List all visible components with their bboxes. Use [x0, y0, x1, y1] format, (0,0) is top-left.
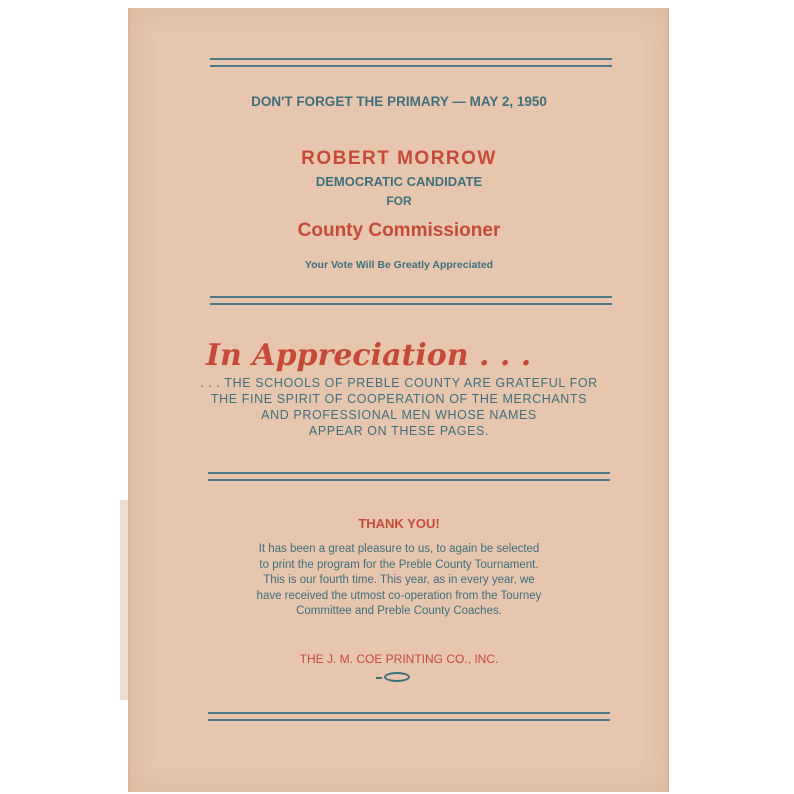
printer-logo-icon [384, 672, 410, 682]
thank-you-line: Committee and Preble County Coaches. [296, 605, 502, 617]
thank-you-heading: THANK YOU! [358, 516, 440, 531]
thank-you-line: This is our fourth time. This year, as in every year, we [263, 574, 535, 586]
candidate-for: FOR [386, 194, 412, 208]
bottom-double-rule [208, 712, 610, 721]
candidate-name: ROBERT MORROW [301, 148, 497, 169]
candidate-office: County Commissioner [297, 220, 501, 241]
lower-double-rule [208, 472, 610, 481]
appreciation-heading: In Appreciation . . . [206, 338, 532, 373]
thank-you-text [130, 542, 668, 620]
middle-double-rule [210, 296, 612, 305]
appreciation-line: . . . THE SCHOOLS OF PREBLE COUNTY ARE GRATEFUL FOR [200, 376, 598, 390]
thank-you-line: have received the utmost co-operation from the Tourney [256, 589, 542, 602]
booklet-page [128, 8, 669, 792]
printer-signature: THE J. M. COE PRINTING CO., INC. [299, 652, 499, 666]
appreciation-line: AND PROFESSIONAL MEN WHOSE NAMES [261, 408, 537, 422]
top-double-rule [210, 58, 612, 67]
thank-you-line: to print the program for the Preble County Tournament. [259, 558, 539, 571]
appreciation-text [130, 375, 668, 439]
primary-reminder: DON'T FORGET THE PRIMARY — MAY 2, 1950 [251, 94, 547, 109]
appreciation-line: APPEAR ON THESE PAGES. [308, 424, 490, 438]
vote-appeal: Your Vote Will Be Greatly Appreciated [304, 259, 494, 271]
candidate-party: DEMOCRATIC CANDIDATE [315, 174, 483, 189]
appreciation-line: THE FINE SPIRIT OF COOPERATION OF THE MERCHANTS [210, 392, 588, 406]
thank-you-line: It has been a great pleasure to us, to again be selected [258, 543, 540, 555]
